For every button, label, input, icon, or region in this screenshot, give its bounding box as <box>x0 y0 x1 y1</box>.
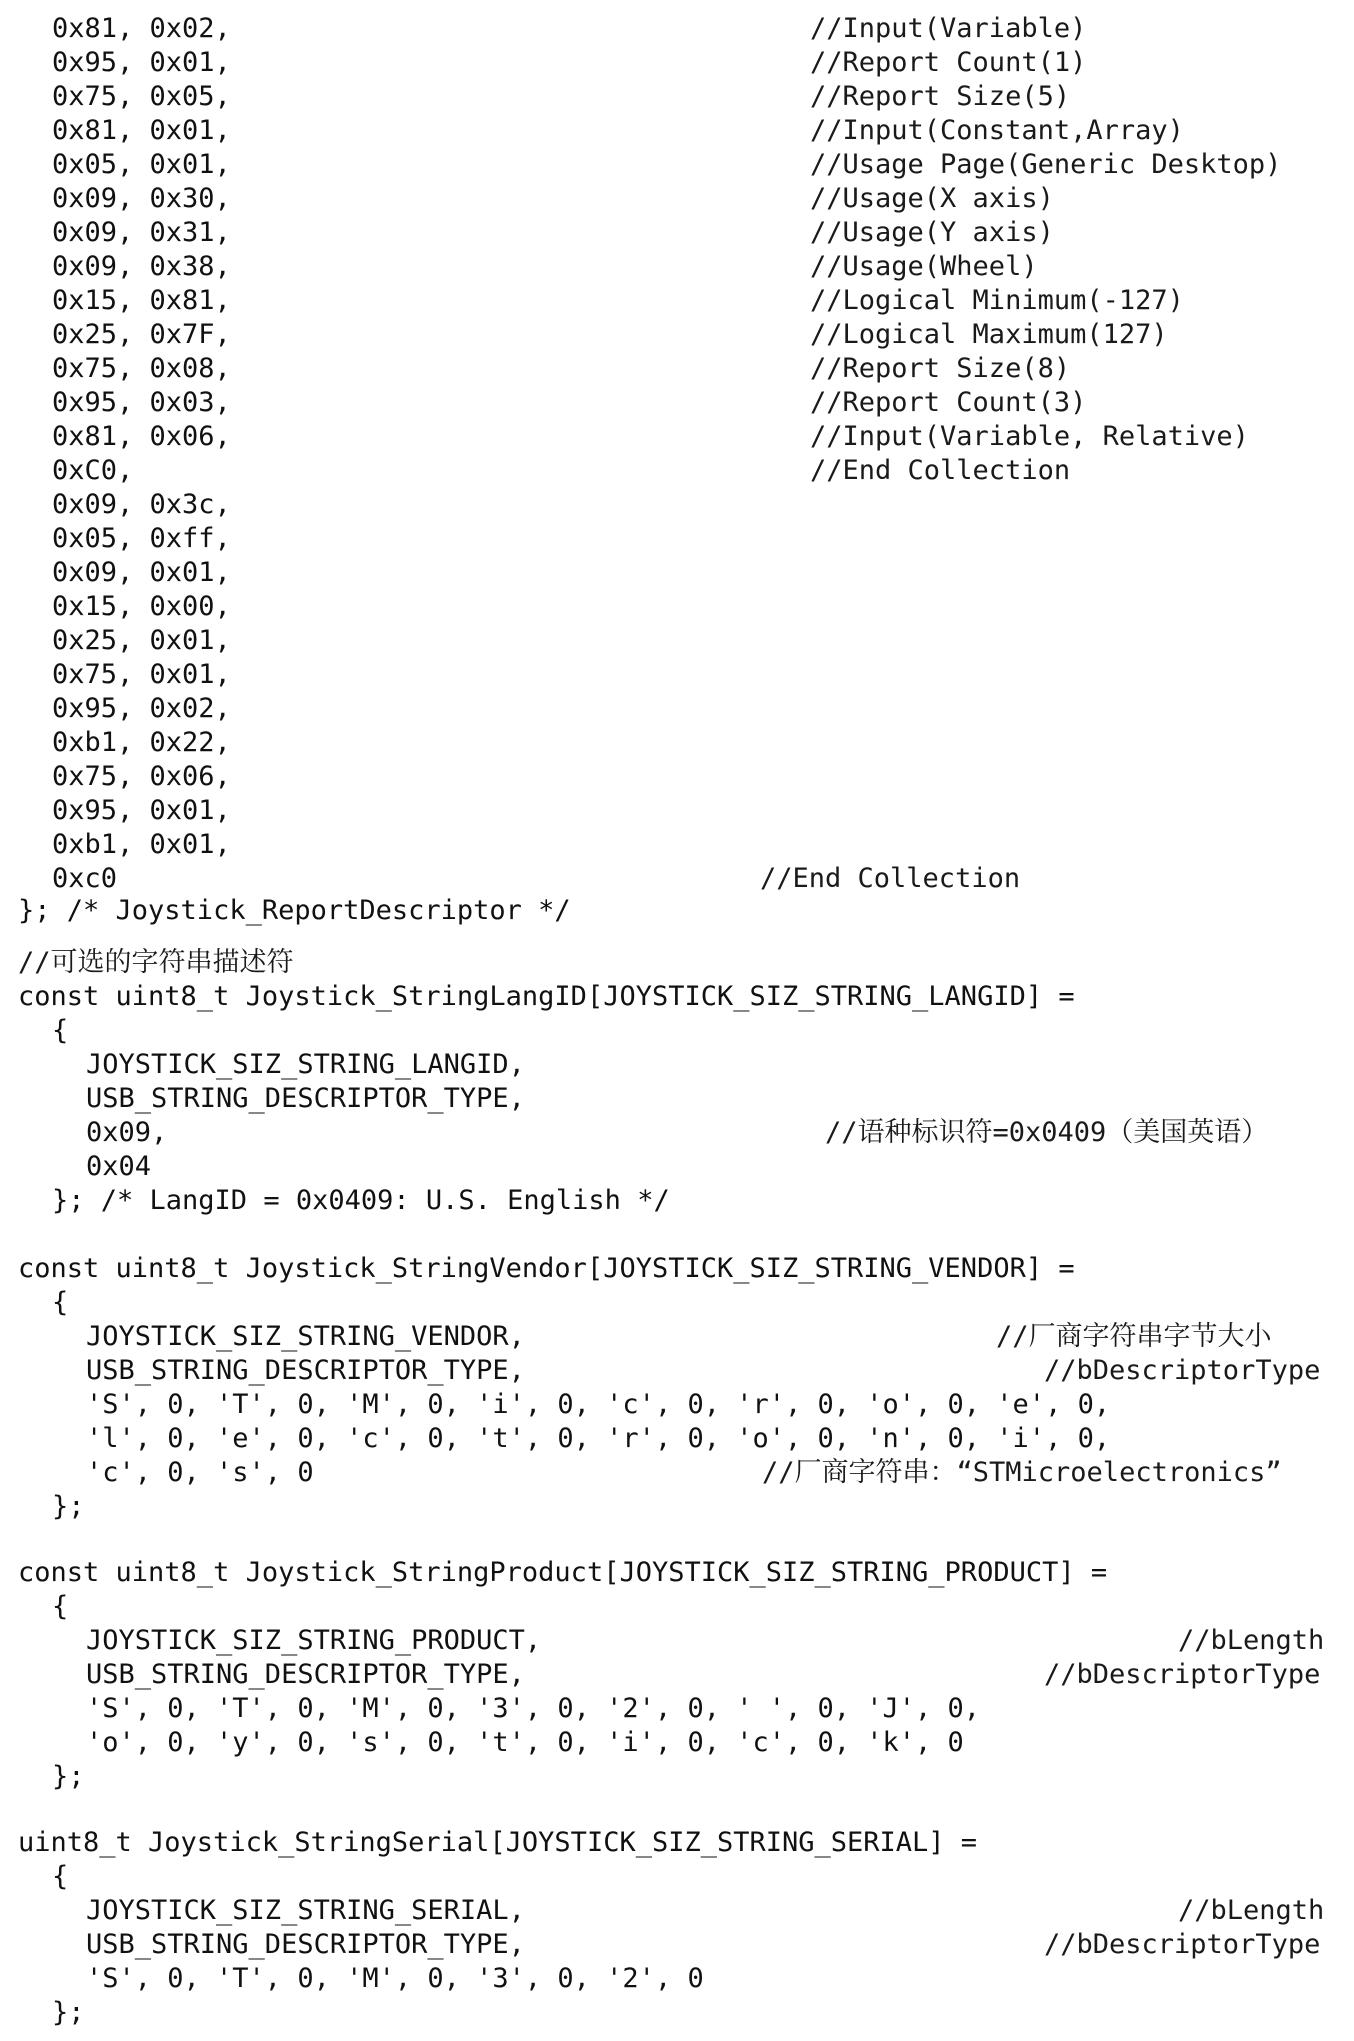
code-comment: //厂商字符串字节大小 <box>996 1321 1272 1352</box>
code-line: 0x09, 0x31, <box>52 217 231 248</box>
code-comment: //Usage(Wheel) <box>810 251 1038 282</box>
open-brace: { <box>52 1861 69 1892</box>
code-line: 0xb1, 0x22, <box>52 727 231 758</box>
code-line: 0x09, 0x3c, <box>52 489 231 520</box>
code-comment: //bLength <box>1178 1625 1325 1656</box>
code-line: 0x75, 0x06, <box>52 761 231 792</box>
code-line: 0xC0, <box>52 455 134 486</box>
code-comment: //bDescriptorType <box>1044 1929 1321 1960</box>
code-comment: //Report Size(8) <box>810 353 1071 384</box>
code-comment: //Usage(X axis) <box>810 183 1054 214</box>
code-comment: //bDescriptorType <box>1044 1659 1321 1690</box>
code-line: JOYSTICK_SIZ_STRING_VENDOR, <box>86 1321 525 1352</box>
code-line: 0x09, 0x01, <box>52 557 231 588</box>
code-line: 0x09, 0x38, <box>52 251 231 282</box>
code-comment: //Usage(Y axis) <box>810 217 1054 248</box>
code-line: USB_STRING_DESCRIPTOR_TYPE, <box>86 1659 525 1690</box>
code-comment: //Logical Maximum(127) <box>810 319 1168 350</box>
code-line: 0x95, 0x01, <box>52 795 231 826</box>
code-line: 'S', 0, 'T', 0, 'M', 0, '3', 0, '2', 0 <box>86 1963 704 1994</box>
vendor-declaration: const uint8_t Joystick_StringVendor[JOYSTICK_SIZ_STRING_VENDOR] = <box>18 1253 1075 1284</box>
code-line: 0x25, 0x7F, <box>52 319 231 350</box>
open-brace: { <box>52 1015 69 1046</box>
code-comment: //bDescriptorType <box>1044 1355 1321 1386</box>
code-line: USB_STRING_DESCRIPTOR_TYPE, <box>86 1355 525 1386</box>
code-line: JOYSTICK_SIZ_STRING_PRODUCT, <box>86 1625 542 1656</box>
open-brace: { <box>52 1287 69 1318</box>
code-line: JOYSTICK_SIZ_STRING_SERIAL, <box>86 1895 525 1926</box>
code-comment: //bLength <box>1178 1895 1325 1926</box>
code-line: USB_STRING_DESCRIPTOR_TYPE, <box>86 1929 525 1960</box>
code-comment: //Report Count(1) <box>810 47 1087 78</box>
code-comment: //Input(Variable, Relative) <box>810 421 1249 452</box>
serial-close: }; <box>52 1997 85 2028</box>
code-comment: //Report Size(5) <box>810 81 1071 112</box>
code-comment: //End Collection <box>760 863 1021 894</box>
code-comment: //Usage Page(Generic Desktop) <box>810 149 1282 180</box>
code-comment: //End Collection <box>810 455 1071 486</box>
report-descriptor-end: }; /* Joystick_ReportDescriptor */ <box>18 895 571 926</box>
code-comment: //厂商字符串：“STMicroelectronics” <box>762 1457 1282 1488</box>
code-line: 'S', 0, 'T', 0, 'M', 0, '3', 0, '2', 0, ' ', 0, 'J', 0, <box>86 1693 981 1724</box>
code-line: 0x95, 0x02, <box>52 693 231 724</box>
lang-id-close: }; /* LangID = 0x0409: U.S. English */ <box>52 1185 670 1216</box>
code-line: 0x81, 0x02, <box>52 13 231 44</box>
lang-id-declaration: const uint8_t Joystick_StringLangID[JOYSTICK_SIZ_STRING_LANGID] = <box>18 981 1075 1012</box>
code-comment: //Input(Variable) <box>810 13 1087 44</box>
code-line: 0x09, 0x30, <box>52 183 231 214</box>
open-brace: { <box>52 1591 69 1622</box>
code-line: 'c', 0, 's', 0 <box>86 1457 314 1488</box>
code-line: 0xc0 <box>52 863 118 894</box>
code-line: 0x15, 0x81, <box>52 285 231 316</box>
code-line: 0x15, 0x00, <box>52 591 231 622</box>
code-line: 'S', 0, 'T', 0, 'M', 0, 'i', 0, 'c', 0, 'r', 0, 'o', 0, 'e', 0, <box>86 1389 1111 1420</box>
code-line: 0x75, 0x01, <box>52 659 231 690</box>
code-line: 0x81, 0x06, <box>52 421 231 452</box>
code-line: 0x75, 0x05, <box>52 81 231 112</box>
code-line: 0x81, 0x01, <box>52 115 231 146</box>
string-section-comment: //可选的字符串描述符 <box>18 947 294 978</box>
code-line: 0x25, 0x01, <box>52 625 231 656</box>
code-line: 0x95, 0x01, <box>52 47 231 78</box>
code-comment: //Logical Minimum(-127) <box>810 285 1184 316</box>
code-line: 0x04 <box>86 1151 152 1182</box>
code-comment: //Report Count(3) <box>810 387 1087 418</box>
vendor-close: }; <box>52 1491 85 1522</box>
code-line: 0x05, 0xff, <box>52 523 231 554</box>
product-close: }; <box>52 1761 85 1792</box>
code-line: 0x95, 0x03, <box>52 387 231 418</box>
code-comment: //Input(Constant,Array) <box>810 115 1184 146</box>
serial-declaration: uint8_t Joystick_StringSerial[JOYSTICK_SIZ_STRING_SERIAL] = <box>18 1827 978 1858</box>
code-line: JOYSTICK_SIZ_STRING_LANGID, <box>86 1049 525 1080</box>
code-comment: //语种标识符=0x0409（美国英语） <box>825 1117 1269 1148</box>
code-line: 0x05, 0x01, <box>52 149 231 180</box>
code-line: 0x75, 0x08, <box>52 353 231 384</box>
code-line: USB_STRING_DESCRIPTOR_TYPE, <box>86 1083 525 1114</box>
code-line: 0xb1, 0x01, <box>52 829 231 860</box>
code-line: 'l', 0, 'e', 0, 'c', 0, 't', 0, 'r', 0, 'o', 0, 'n', 0, 'i', 0, <box>86 1423 1111 1454</box>
product-declaration: const uint8_t Joystick_StringProduct[JOYSTICK_SIZ_STRING_PRODUCT] = <box>18 1557 1108 1588</box>
code-line: 'o', 0, 'y', 0, 's', 0, 't', 0, 'i', 0, 'c', 0, 'k', 0 <box>86 1727 964 1758</box>
code-line: 0x09, <box>86 1117 168 1148</box>
